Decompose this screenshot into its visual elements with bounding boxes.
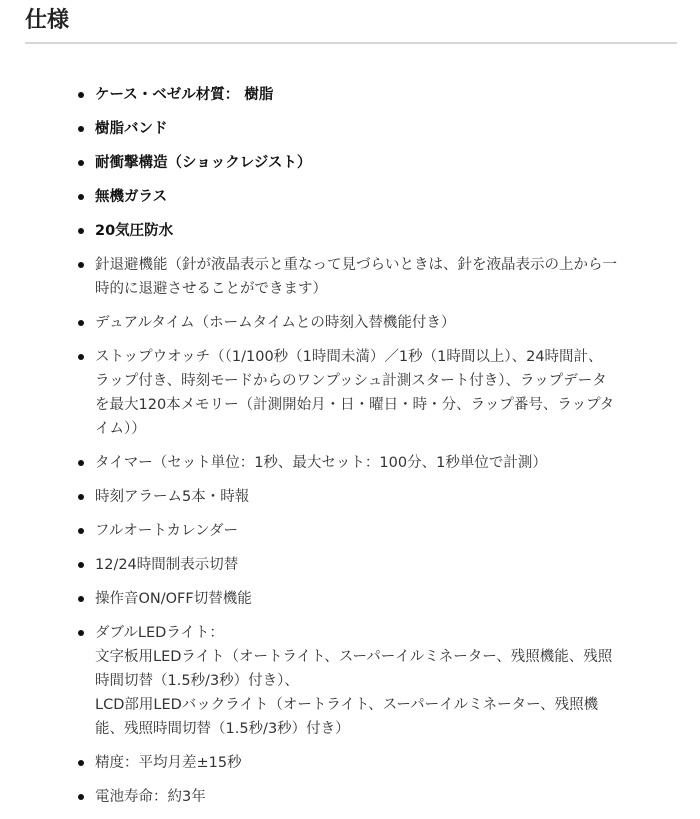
spec-item <box>0 519 660 543</box>
bullet-dot-icon <box>78 320 84 326</box>
spec-item <box>0 185 660 209</box>
spec-item <box>0 151 660 175</box>
bullet-dot-icon <box>78 126 84 132</box>
spec-item-text: ラップ付き、時刻モードからのワンプッシュ計測スタート付き）、ラップデータ <box>95 373 607 389</box>
spec-item-text: 時的に退避させることができます） <box>95 281 327 297</box>
bullet-dot-icon <box>78 460 84 466</box>
spec-item-text: 耐衝撃構造（ショックレジスト） <box>95 155 312 171</box>
spec-item-text: 針退避機能（針が液晶表示と重なって見づらいときは、針を液晶表示の上から一 <box>95 257 617 273</box>
bullet-dot-icon <box>78 92 84 98</box>
spec-item <box>0 219 660 243</box>
spec-item-text: 20気圧防水 <box>95 223 174 239</box>
bullet-dot-icon <box>78 494 84 500</box>
spec-item <box>0 587 660 611</box>
spec-item <box>0 751 660 775</box>
bullet-dot-icon <box>78 194 84 200</box>
bullet-dot-icon <box>78 262 84 268</box>
bullet-dot-icon <box>78 760 84 766</box>
spec-item-text: LCD部用LEDバックライト（オートライト、スーパーイルミネーター、残照機 <box>95 697 599 713</box>
section-heading: 仕様 <box>25 6 677 44</box>
spec-item-text: 時間切替（1.5秒/3秒）付き）、 <box>95 673 299 689</box>
spec-item <box>0 311 660 335</box>
spec-item-text: デュアルタイム（ホームタイムとの時刻入替機能付き） <box>95 315 456 331</box>
bullet-dot-icon <box>78 630 84 636</box>
spec-item-text: 12/24時間制表示切替 <box>95 557 239 573</box>
spec-list <box>0 83 660 819</box>
spec-item <box>0 117 660 141</box>
spec-item-text: 操作音ON/OFF切替機能 <box>95 591 252 607</box>
bullet-dot-icon <box>78 528 84 534</box>
spec-item-text: ケース・ベゼル材質： 樹脂 <box>95 87 274 103</box>
spec-item-text: 電池寿命：約3年 <box>95 789 206 805</box>
spec-item-text: 能、残照時間切替（1.5秒/3秒）付き） <box>95 721 350 737</box>
spec-item-text: 無機ガラス <box>95 189 168 205</box>
bullet-dot-icon <box>78 160 84 166</box>
spec-item-text: 精度：平均月差±15秒 <box>95 755 242 771</box>
spec-item-text: 時刻アラーム5本・時報 <box>95 489 250 505</box>
bullet-dot-icon <box>78 794 84 800</box>
spec-item <box>0 253 660 301</box>
spec-item-text: 樹脂バンド <box>95 121 168 137</box>
spec-item-text: ストップウオッチ（（1/100秒（1時間未満）／1秒（1時間以上）、24時間計、 <box>95 349 603 365</box>
bullet-dot-icon <box>78 354 84 360</box>
spec-item-text: ダブルLEDライト： <box>95 625 224 641</box>
spec-item <box>0 785 660 809</box>
spec-item <box>0 485 660 509</box>
spec-item-text: を最大120本メモリー（計測開始月・日・曜日・時・分、ラップ番号、ラップタ <box>95 397 615 413</box>
bullet-dot-icon <box>78 562 84 568</box>
spec-item <box>0 553 660 577</box>
spec-item <box>0 621 660 741</box>
spec-item-text: 文字板用LEDライト（オートライト、スーパーイルミネーター、残照機能、残照 <box>95 649 613 665</box>
spec-item-text: フルオートカレンダー <box>95 523 239 539</box>
spec-item <box>0 83 660 107</box>
spec-item-text: イム）） <box>95 421 146 437</box>
spec-item <box>0 345 660 441</box>
spec-item-text: タイマー（セット単位：1秒、最大セット：100分、1秒単位で計測） <box>95 455 547 471</box>
spec-item <box>0 451 660 475</box>
bullet-dot-icon <box>78 228 84 234</box>
bullet-dot-icon <box>78 596 84 602</box>
